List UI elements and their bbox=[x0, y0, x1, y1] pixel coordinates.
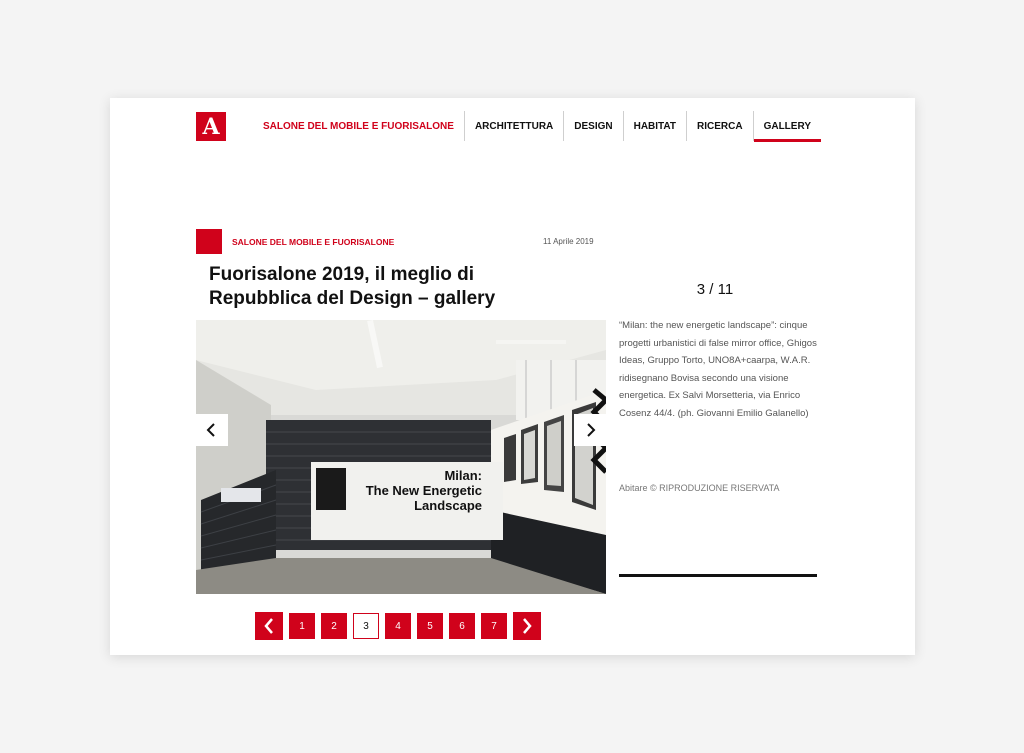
nav-item-architettura[interactable]: ARCHITETTURA bbox=[464, 111, 563, 141]
gallery-next-button[interactable] bbox=[574, 414, 606, 446]
chevron-left-icon bbox=[263, 618, 275, 634]
banner-text-line3: Landscape bbox=[414, 498, 482, 513]
caption-divider bbox=[619, 574, 817, 577]
banner-text-line2: The New Energetic bbox=[365, 483, 482, 498]
category-square-icon bbox=[196, 229, 222, 254]
image-caption: “Milan: the new energetic landscape”: cinque progetti urbanistici di false mirror office, Ghigos Ideas, Gruppo Torto, UNO8A+caarpa, W.A.R. ridisegnano Bovisa secondo una visione energetica. Ex Salvi Morsetteria, via Enrico Cosenz 44/4. (ph. Giovanni Emilio Galanello) bbox=[619, 320, 817, 419]
gallery-counter: 3 / 11 bbox=[696, 281, 734, 298]
page-button-3[interactable]: 3 bbox=[353, 613, 379, 639]
gallery-image bbox=[196, 320, 606, 594]
nav-item-ricerca[interactable]: RICERCA bbox=[686, 111, 753, 141]
page-button-6[interactable]: 6 bbox=[449, 613, 475, 639]
page-button-5[interactable]: 5 bbox=[417, 613, 443, 639]
nav-item-salone[interactable]: SALONE DEL MOBILE E FUORISALONE bbox=[263, 120, 454, 132]
banner-text-line1: Milan: bbox=[444, 468, 482, 483]
pagination-next-button[interactable] bbox=[513, 612, 541, 640]
nav-item-design[interactable]: DESIGN bbox=[563, 111, 622, 141]
nav-item-habitat[interactable]: HABITAT bbox=[623, 111, 686, 141]
gallery-photo-illustration bbox=[196, 320, 606, 594]
page-button-2[interactable]: 2 bbox=[321, 613, 347, 639]
page-button-7[interactable]: 7 bbox=[481, 613, 507, 639]
chevron-left-icon bbox=[206, 423, 218, 437]
gallery-prev-button[interactable] bbox=[196, 414, 228, 446]
page-button-1[interactable]: 1 bbox=[289, 613, 315, 639]
page-card bbox=[110, 98, 915, 655]
pagination bbox=[255, 613, 541, 640]
page-button-4[interactable]: 4 bbox=[385, 613, 411, 639]
main-nav bbox=[253, 111, 821, 141]
category-link[interactable]: SALONE DEL MOBILE E FUORISALONE bbox=[232, 237, 395, 247]
nav-item-gallery[interactable]: GALLERY bbox=[753, 111, 821, 141]
chevron-right-icon bbox=[584, 423, 596, 437]
copyright-notice: Abitare © RIPRODUZIONE RISERVATA bbox=[619, 483, 780, 493]
pagination-prev-button[interactable] bbox=[255, 612, 283, 640]
chevron-right-icon bbox=[521, 618, 533, 634]
article-title: Fuorisalone 2019, il meglio di Repubblica del Design – gallery bbox=[209, 264, 496, 309]
logo-letter: A bbox=[202, 113, 220, 140]
abitare-logo[interactable] bbox=[196, 112, 226, 141]
article-date: 11 Aprile 2019 bbox=[543, 237, 594, 246]
